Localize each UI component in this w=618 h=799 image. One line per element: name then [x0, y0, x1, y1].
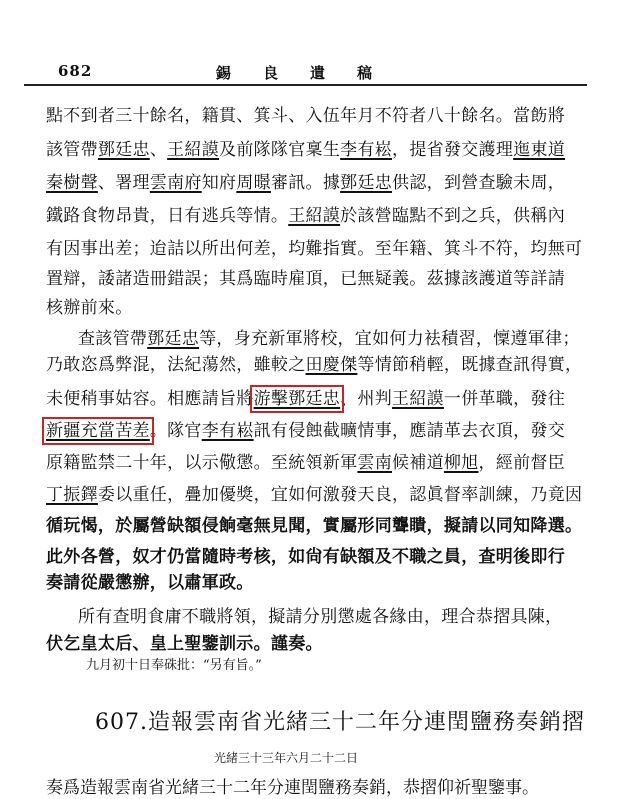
text-line [46, 388, 565, 410]
proper-name: 鄧廷忠 [147, 329, 200, 349]
text-line [46, 546, 565, 568]
text-line [46, 452, 565, 474]
text-line [46, 484, 582, 506]
text-line [78, 606, 562, 628]
proper-name: 李有崧 [340, 140, 393, 160]
proper-name: 田慶傑 [305, 355, 358, 375]
page-header [58, 50, 588, 80]
proper-name: 王紹謨 [392, 389, 444, 409]
text-segment: 一併革職，發往 [443, 389, 566, 409]
text-segment: 未便稍事姑容。相應請旨將 [46, 389, 254, 409]
section-title: 607.造報雲南省光緒三十二年分連閏鹽務奏銷摺 [95, 710, 585, 735]
text-segment: 等，身充新軍將校，宜如何力袪積習，懍遵軍律； [199, 329, 580, 349]
text-segment: 、 [149, 140, 168, 160]
proper-name: 王紹謨 [288, 206, 341, 226]
text-line [46, 205, 565, 227]
text-line [46, 238, 582, 260]
text-line [46, 268, 565, 290]
text-segment: 審訊。據 [270, 173, 341, 193]
text-segment: ，提省發交護理 [392, 140, 514, 160]
highlighted-phrase: 新疆充當苦差 [46, 421, 150, 441]
text-segment: 委以重任，疊加優獎，宜如何激發天良，認眞督率訓練，乃竟因 [97, 485, 583, 505]
imperial-rescript: 九月初十日奉硃批：“另有旨。” [86, 658, 262, 673]
text-segment: 及前隊隊官稟生 [219, 140, 341, 160]
text-segment: 該管帶 [46, 140, 98, 160]
text-segment: 原籍監禁二十年，以示儆懲。至統領新軍 [46, 453, 358, 473]
page-number: 682 [58, 62, 93, 80]
text-line [46, 139, 565, 161]
text-line [78, 328, 580, 350]
text-segment: 知府 [201, 173, 237, 193]
proper-name: 丁振鐸 [46, 485, 98, 505]
running-title: 錫良遺稿 [216, 64, 405, 82]
text-segment: 此外各營，奴才仍當隨時考核，如尙有缺額及不職之員，查明後即行 [46, 547, 565, 567]
proper-name: 雲南府 [149, 173, 202, 193]
text-segment: 候補道 [392, 453, 444, 473]
proper-name: 秦樹聲 [46, 173, 98, 193]
highlighted-phrase: 游擊鄧廷忠 [253, 389, 341, 409]
proper-name: 鄧廷忠 [340, 173, 393, 193]
text-segment: 於該營臨點不到之兵，供稱內 [340, 206, 566, 226]
text-line [46, 172, 565, 194]
text-segment: 乃敢恣爲弊混，法紀蕩然，雖較之 [46, 355, 306, 375]
section-first-line: 奏爲造報雲南省光緒三十二年分連閏鹽務奏銷，恭摺仰祈聖鑒事。 [46, 778, 539, 798]
text-line [46, 105, 565, 127]
proper-name: 李有崧 [201, 421, 254, 441]
section-date: 光緒三十三年六月二十二日 [214, 751, 359, 765]
text-segment: 所有查明食庸不職將領，擬請分別懲處各緣由，理合恭摺具陳， [78, 607, 563, 627]
text-segment: 供認，到營查驗未周， [392, 173, 566, 193]
text-segment: 等情節稍輕，既據查訊得實， [357, 355, 583, 375]
text-segment: 伏乞皇太后、皇上聖鑒訓示。謹奏。 [46, 634, 323, 654]
proper-name: 雲南 [357, 453, 393, 473]
text-segment: 查該管帶 [78, 329, 148, 349]
text-line [46, 420, 565, 442]
text-line [46, 572, 254, 594]
text-line [46, 633, 323, 655]
text-segment: 置辯，諉諸造冊錯誤；其爲臨時雇頂，已無疑義。茲據該護道等詳請 [46, 269, 565, 289]
text-segment: 點不到者三十餘名，籍貫、箕斗、入伍年月不符者八十餘名。當飭將 [46, 106, 565, 126]
text-segment: 鐵路食物昂貴，日有逃兵等情。 [46, 206, 289, 226]
proper-name: 周暻 [236, 173, 271, 193]
text-segment: 。隊官 [149, 421, 202, 441]
proper-name: 柳旭 [443, 453, 479, 473]
text-segment: 訊有侵蝕截曠情事，應請革去衣頂，發交 [253, 421, 566, 441]
text-segment: ，經前督臣 [478, 453, 566, 473]
text-line [46, 297, 133, 319]
text-segment: 有因事出差；迨詰以所出何差，均難指實。至年籍、箕斗不符，均無可 [46, 239, 583, 259]
text-segment: 循玩愒，於屬營缺額侵餉毫無見聞，實屬形同聾瞶，擬請以同知降選。 [46, 516, 583, 536]
text-segment: 奏請從嚴懲辦，以肅軍政。 [46, 573, 254, 593]
header-rule [24, 84, 587, 86]
proper-name: 鄧廷忠 [97, 140, 150, 160]
text-segment: 、署理 [97, 173, 150, 193]
proper-name: 王紹謨 [167, 140, 220, 160]
text-line [46, 354, 582, 376]
proper-name: 迤東道 [513, 140, 566, 160]
text-line [46, 515, 582, 537]
text-segment: 核辦前來。 [46, 298, 133, 318]
text-segment: 、州判 [340, 389, 393, 409]
